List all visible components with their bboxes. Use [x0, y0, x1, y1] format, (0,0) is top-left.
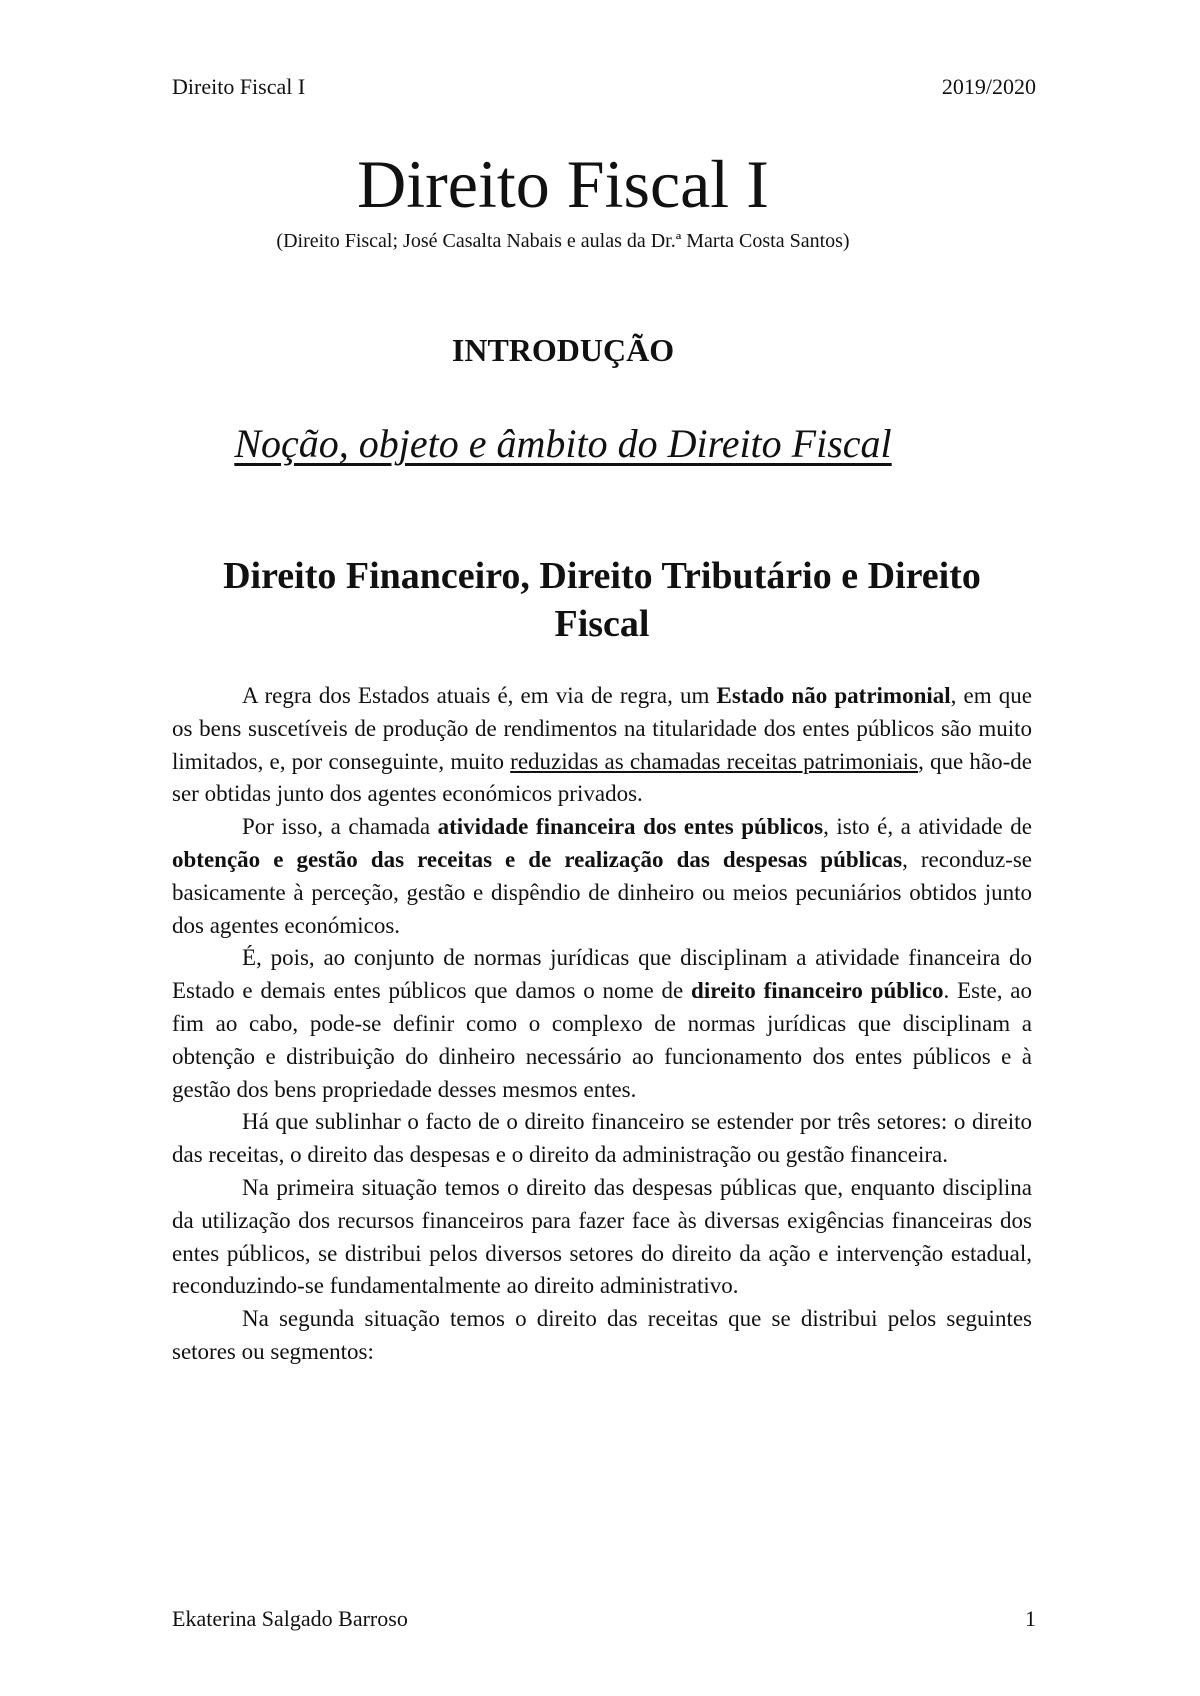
- section-heading: Noção, objeto e âmbito do Direito Fiscal: [234, 421, 892, 466]
- introduction-heading: INTRODUÇÃO: [451, 332, 675, 368]
- header-course-title: Direito Fiscal I: [172, 74, 306, 99]
- paragraph-3-bold-1: direito financeiro público: [691, 978, 944, 1004]
- footer-page-number: 1: [1025, 1606, 1036, 1631]
- paragraph-2-bold-2: obtenção e gestão das receitas e de realização das despesas públicas: [172, 846, 903, 872]
- paragraph-1-text-2: , em que os bens suscetíveis de produção de rendimentos na titularidade dos entes públicos são muito limitados, e, por conseguinte, muito: [172, 683, 1032, 774]
- header-academic-year: 2019/2020: [941, 74, 1036, 99]
- paragraph-3: [172, 942, 1032, 1106]
- paragraph-1-bold-1: Estado não patrimonial: [716, 683, 951, 708]
- paragraph-1-underlined-1: reduzidas as chamadas receitas patrimoniais: [510, 748, 919, 774]
- paragraph-2-text-3: , reconduz-se basicamente à perceção, gestão e dispêndio de dinheiro ou meios pecuniários obtidos junto dos agentes económicos.: [172, 846, 1032, 938]
- document-subtitle: (Direito Fiscal; José Casalta Nabais e aulas da Dr.ª Marta Costa Santos): [276, 230, 850, 252]
- paragraph-1: [172, 680, 1032, 811]
- footer-author: Ekaterina Salgado Barroso: [172, 1606, 408, 1631]
- body-text: [172, 680, 1032, 1369]
- paragraph-6: Na segunda situação temos o direito das receitas que se distribui pelos seguintes setores ou segmentos:: [172, 1306, 1032, 1364]
- paragraph-2-text-2: , isto é, a atividade de: [823, 814, 1032, 840]
- paragraph-5: Na primeira situação temos o direito das despesas públicas que, enquanto disciplina da utilização dos recursos financeiros para fazer face às diversas exigências financeiras dos entes públicos, se distribui pelos diversos setores do direito da ação e intervenção estadual, reconduzindo-se fundamentalmente ao direito administrativo.: [172, 1174, 1032, 1299]
- paragraph-2-bold-1: atividade financeira dos entes públicos: [437, 814, 824, 840]
- document-title: Direito Fiscal I: [357, 146, 769, 222]
- paragraph-3-text-1: É, pois, ao conjunto de normas jurídicas que disciplinam a atividade financeira do Estado e demais entes públicos que damos o nome de: [172, 945, 1032, 1004]
- paragraph-3-text-2: . Este, ao fim ao cabo, pode-se definir como o complexo de normas jurídicas que disciplinam a obtenção e distribuição do dinheiro necessário ao funcionamento dos entes públicos e à gestão dos bens propriedade desses mesmos entes.: [172, 978, 1033, 1102]
- page-header: [172, 74, 1036, 100]
- paragraph-1-text-1: A regra dos Estados atuais é, em via de regra, um: [242, 683, 717, 708]
- page-footer: [172, 1606, 1036, 1632]
- paragraph-1-text-3: , que hão-de ser obtidas junto dos agentes económicos privados.: [172, 748, 1032, 807]
- subsection-heading: Direito Financeiro, Direito Tributário e Direito Fiscal: [223, 555, 981, 645]
- paragraph-2-text-1: Por isso, a chamada: [242, 814, 438, 840]
- paragraph-4: Há que sublinhar o facto de o direito financeiro se estender por três setores: o direito das receitas, o direito das despesas e o direito da administração ou gestão financeira.: [172, 1109, 1032, 1168]
- paragraph-2: [172, 811, 1032, 942]
